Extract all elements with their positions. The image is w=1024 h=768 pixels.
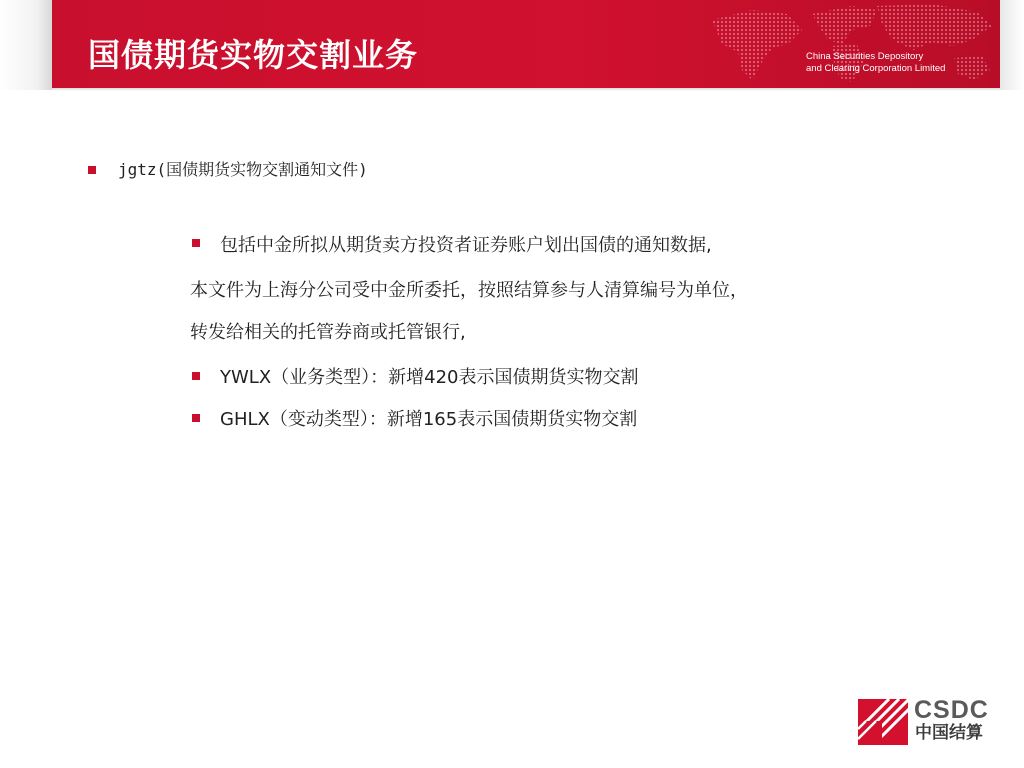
header-right-edge (1000, 0, 1024, 90)
sub-item-ghlx: GHLX（变动类型）：新增165表示国债期货实物交割 (220, 409, 638, 430)
company-name-line1: China Securities Depository (806, 51, 924, 62)
sub-item-description-line3: 转发给相关的托管券商或托管银行, (190, 322, 466, 343)
sub-item-ywlx: YWLX（业务类型）：新增420表示国债期货实物交割 (220, 367, 639, 388)
logo-text-chinese: 中国结算 (915, 723, 983, 743)
bullet-square-icon (192, 372, 200, 380)
page-title: 国债期货实物交割业务 (88, 36, 419, 74)
company-english-name (806, 51, 945, 75)
sub-item-description-line1: 包括中金所拟从期货卖方投资者证券账户划出国债的通知数据, (220, 235, 712, 256)
bullet-square-icon (192, 239, 200, 247)
sub-item-description-line2: 本文件为上海分公司受中金所委托，按照结算参与人清算编号为单位， (190, 280, 748, 301)
logo-text-csdc: CSDC (914, 696, 989, 724)
csdc-logo-mark-icon (858, 699, 908, 745)
company-name-line2: and Clearing Corporation Limited (806, 63, 946, 74)
bullet-square-icon (192, 414, 200, 422)
header-left-shadow (0, 0, 52, 90)
item-jgtz: jgtz(国债期货实物交割通知文件) (118, 160, 368, 179)
bullet-square-icon (88, 166, 96, 174)
header-shadow (52, 88, 1000, 91)
csdc-logo (858, 697, 992, 745)
